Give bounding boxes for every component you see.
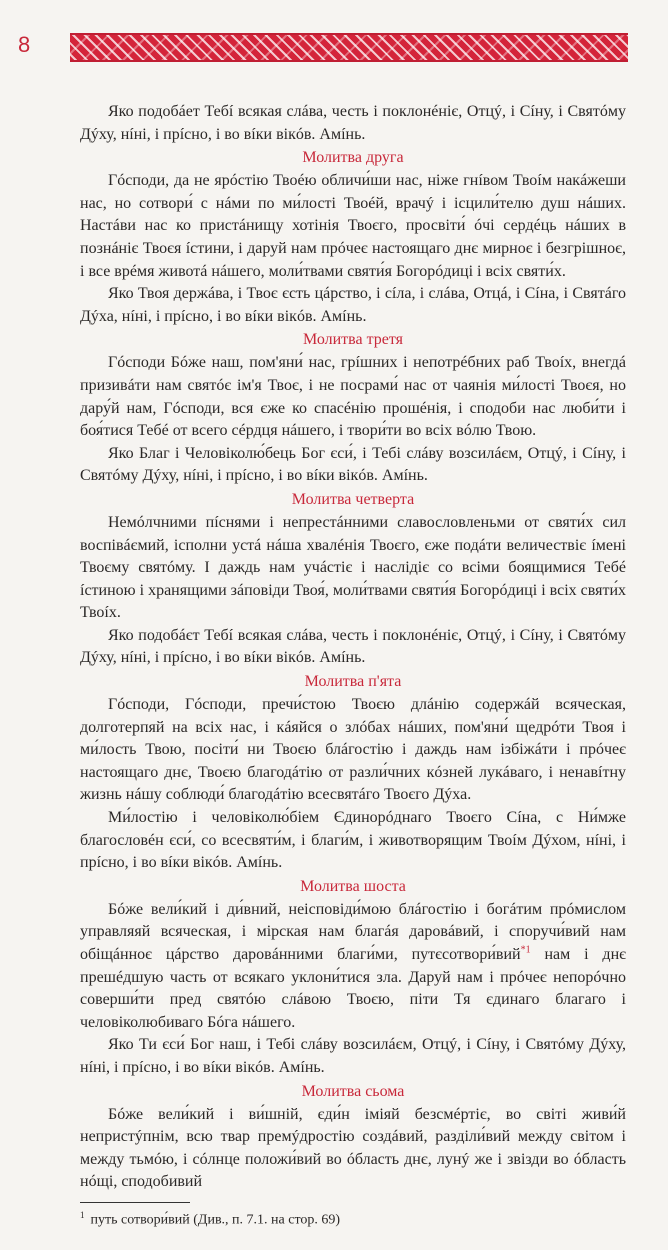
footnote-number: 1 [80,1209,85,1220]
paragraph: Немóлчними пíснями і непрестáнними славословленьми от святи́х сил воспівáємий, ісполни устá нáша хвалéнія Твоєго, єже подáти величествіє íмені Твоєму святóму. І даждь нам учáстіє і наслідіє со всіми боящимися Тебé íстиною і хранящими зáповіди Твоя́, моли́твами святи́я Богорóдиці і всіх святи́х Твоíх. [80,513,626,622]
ornamental-border [70,33,628,62]
paragraph: Яко Ти єси́ Бог наш, і Тебі слáву возсилáєм, Отцý, і Сíну, і Святóму Дýху, нíні, і прíсно, і во вíки вікóв. Амíнь. [80,1036,626,1076]
paragraph: Гóсподи Бóже наш, пом'яни́ нас, грíшних і непотрéбних раб Твоíх, внегдá призивáти нам святóє ім'я Твоє, і не посрами́ нас от чаянія ми́лості Твоєя, но дару́й нам, Гóсподи, вся єже ко спасéнію прошéнія, і сподоби нас люби́ти і боя́тися Тебé от всего сéрдця нáшего, і твори́ти во всіх вóлю Твою. [80,354,626,440]
footnote [80,1206,626,1230]
footnote-text: путь сотвори́вий (Див., п. 7.1. на стор. 69) [90,1212,341,1228]
paragraph: Бóже вели́кий і ви́шній, єди́н іміяй безсмéртіє, во світі живи́й непристýпнім, всю твар премýдростію создáвий, разділи́вий между світом і между тьмóю, і сóлнце положи́вий во óбласть днє, лунý же і звізди во óбласть нóщі, сподобивий [80,1105,626,1191]
paragraph: Ми́лостію і человіколю́біем Єдинорóднаго Твоєго Сíна, с Ни́мже благословéн єси́, со всесвяти́м, і благи́м, і животворящим Твоíм Дýхом, нíні, і прíсно, і во вíки вікóв. Амíнь. [80,809,626,872]
paragraph: Гóсподи, Гóсподи, пречи́стою Твоєю длáнію содержáй всяческая, долготерпяй на всіх нас, і кáяйся о злóбах нáших, пом'яни́ щедрóти Твоя і ми́лость Твою, посіти́ ни Твоєю блáгостію і даждь нам ізбіжáти і прóчеє настоящаго днє, Твоєю благодáтію от разли́чних кóзней лукáваго, і ненавíтну жизнь нáшу соблюди́ благодáтію всесвятáго Твоєго Дýха. [80,696,626,804]
section-heading: Молитва друга [302,149,404,167]
footnote-divider [80,1202,190,1203]
footnote-reference[interactable]: *1 [520,944,531,956]
paragraph: Гóсподи, да не ярóстію Твоéю обличи́ши нас, ніже гнíвом Твоíм накáжеши нас, но сотвори́ с нáми по ми́лості Твоéй, врачý і ісцили́телю душ нáших. Настáви нас ко пристáнищу хотінія Твоєго, просвіти́ óчі сердéць нáших в познáніє Твоєя íстини, і даруй нам прóчеє настоящаго днє мирноє і безгрішноє, і все врéмя животá нáшего, моли́твами святи́я Богорóдиці і всіх святи́х. [80,172,626,280]
paragraph [80,899,626,1035]
text: Бóже вели́кий і ди́вний, неісповіди́мою блáгостію і богáтим прóмислом управляяй всяческая, і мірская нам благáя даровáвий, і споручи́вий нам обіщáнноє цáрство даровáнними благи́ми, путєсотвори́вий [80,900,626,963]
paragraph: Яко подобáет Тебí всякая слáва, честь і поклонéніє, Отцý, і Сíну, і Святóму Дýху, нíні, і прíсно, і во вíки вікóв. Амíнь. [80,103,626,143]
section-heading: Молитва четверта [291,490,415,508]
section-heading: Молитва третя [302,331,404,349]
section-heading: Молитва шоста [300,877,406,895]
section-heading: Молитва п'ята [304,673,402,691]
text-column [80,101,626,1194]
text: нам і днє прешéдшую часть от всякаго уклони́тися зла. Даруй нам і прóчеє непорóчно соверши́ти пред святóю слáвою Твоєю, піти Тя єдинаго благаго і человіколюбиваго Бóга нáшего. [80,946,627,1031]
section-heading: Молитва сьома [301,1082,405,1100]
paragraph: Яко подобáєт Тебí всякая слáва, честь і поклонéніє, Отцý, і Сíну, і Святóму Дýху, нíні, і прíсно, і во вíки вікóв. Амíнь. [80,626,626,667]
page-number: 8 [18,32,31,57]
paragraph: Яко Твоя держáва, і Твоє єсть цáрство, і сíла, і слáва, Отцá, і Сíна, і Святáго Дýха, нíні, і прíсно, і во вíки вікóв. Амíнь. [80,285,626,325]
paragraph: Яко Благ і Человіколю́бець Бог єси́, і Тебі слáву возсилáєм, Отцý, і Сíну, і Святóму Дýху, нíні, і прíсно, і во вíки вікóв. Амíнь. [80,444,626,485]
